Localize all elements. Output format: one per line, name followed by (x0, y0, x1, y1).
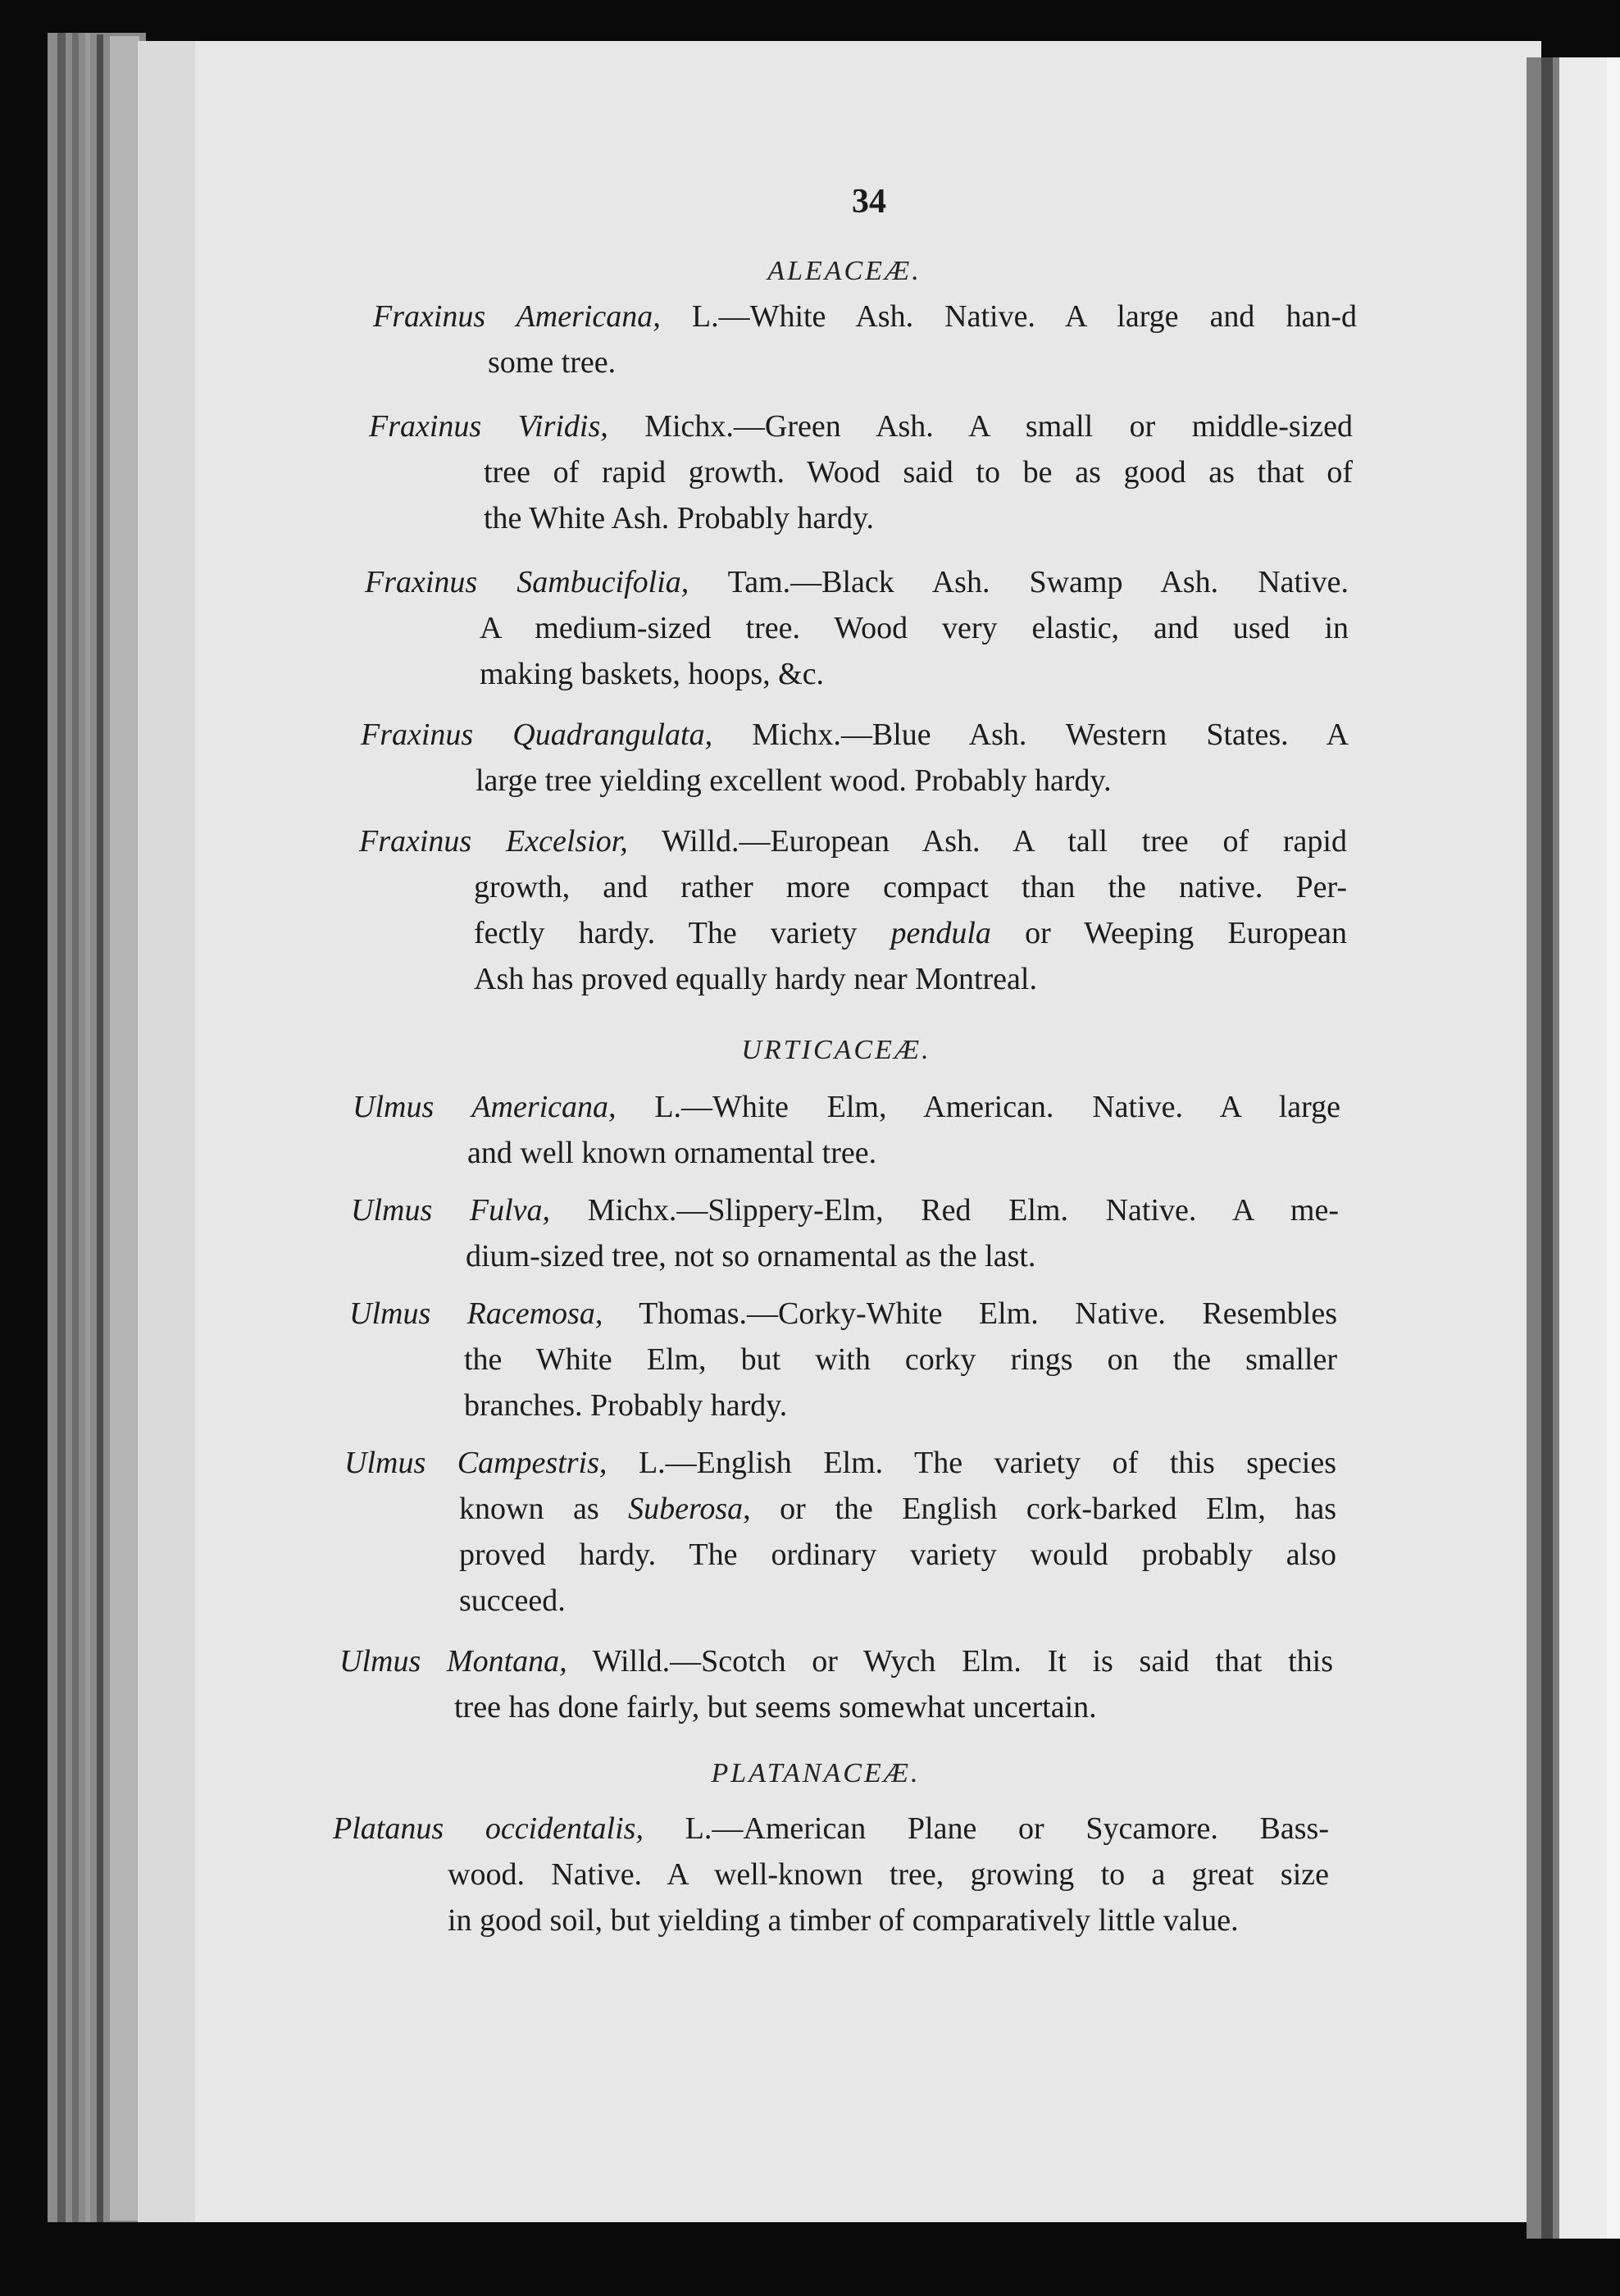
species-name: Ulmus Campestris, (344, 1446, 608, 1480)
entry-fraxinus-americana: Fraxinus Americana, L.—White Ash. Native. A large and han-d some tree. (373, 299, 1357, 380)
family-heading-urticaceae: URTICACEÆ. (741, 1035, 931, 1065)
entry-ulmus-americana: Ulmus Americana, L.—White Elm, American. Native. A large and well known ornamental tree. (353, 1090, 1341, 1170)
variety-name: Suberosa (628, 1492, 744, 1526)
family-heading-platanaceae: PLATANACEÆ. (711, 1758, 921, 1788)
entry-fraxinus-excelsior: Fraxinus Excelsior, Willd.—European Ash. A tall tree of rapid growth, and rather more compact than the native. Per- fectly hardy. The variety pendula or Weeping European Ash has proved equally hardy near Montreal. (359, 824, 1348, 996)
entry-fraxinus-quadrangulata: Fraxinus Quadrangulata, Michx.—Blue Ash. Western States. A large tree yielding excellent wood. Probably hardy. (361, 718, 1349, 798)
species-name: Fraxinus Sambucifolia, (365, 565, 689, 599)
species-name: Ulmus Fulva, (351, 1193, 551, 1228)
species-name: Fraxinus Americana, (373, 299, 661, 334)
entry-ulmus-fulva: Ulmus Fulva, Michx.—Slippery-Elm, Red Elm. Native. A me- dium-sized tree, not so ornamental as the last. (351, 1193, 1340, 1273)
species-name: Platanus occidentalis, (333, 1811, 644, 1846)
page-number: 34 (852, 183, 886, 221)
species-name: Fraxinus Viridis, (369, 409, 608, 444)
entry-fraxinus-viridis: Fraxinus Viridis, Michx.—Green Ash. A small or middle-sized tree of rapid growth. Wood said to be as good as that of the White Ash. Probably hardy. (369, 409, 1353, 535)
entry-ulmus-racemosa: Ulmus Racemosa, Thomas.—Corky-White Elm. Native. Resembles the White Elm, but with corky rings on the smaller branches. Probably hardy. (349, 1296, 1337, 1423)
entry-fraxinus-sambucifolia: Fraxinus Sambucifolia, Tam.—Black Ash. Swamp Ash. Native. A medium-sized tree. Wood very elastic, and used in making baskets, hoops, &c. (365, 565, 1349, 691)
entry-platanus-occidentalis: Platanus occidentalis, L.—American Plane or Sycamore. Bass- wood. Native. A well-known tree, growing to a great size in good soil, but yielding a timber of comparatively little value. (333, 1811, 1330, 1938)
species-name: Ulmus Racemosa, (349, 1296, 603, 1331)
family-heading-aleaceae: ALEACEÆ. (767, 256, 921, 286)
species-name: Ulmus Montana, (339, 1644, 567, 1679)
species-name: Fraxinus Quadrangulata, (361, 718, 713, 752)
variety-name: pendula (890, 916, 991, 950)
species-name: Fraxinus Excelsior, (359, 824, 628, 859)
species-name: Ulmus Americana, (353, 1090, 617, 1124)
entry-ulmus-montana: Ulmus Montana, Willd.—Scotch or Wych Elm. It is said that this tree has done fairly, but seems somewhat uncertain. (339, 1644, 1333, 1724)
entry-ulmus-campestris: Ulmus Campestris, L.—English Elm. The variety of this species known as Suberosa, or the English cork-barked Elm, has proved hardy. The ordinary variety would probably also succeed. (344, 1446, 1337, 1618)
